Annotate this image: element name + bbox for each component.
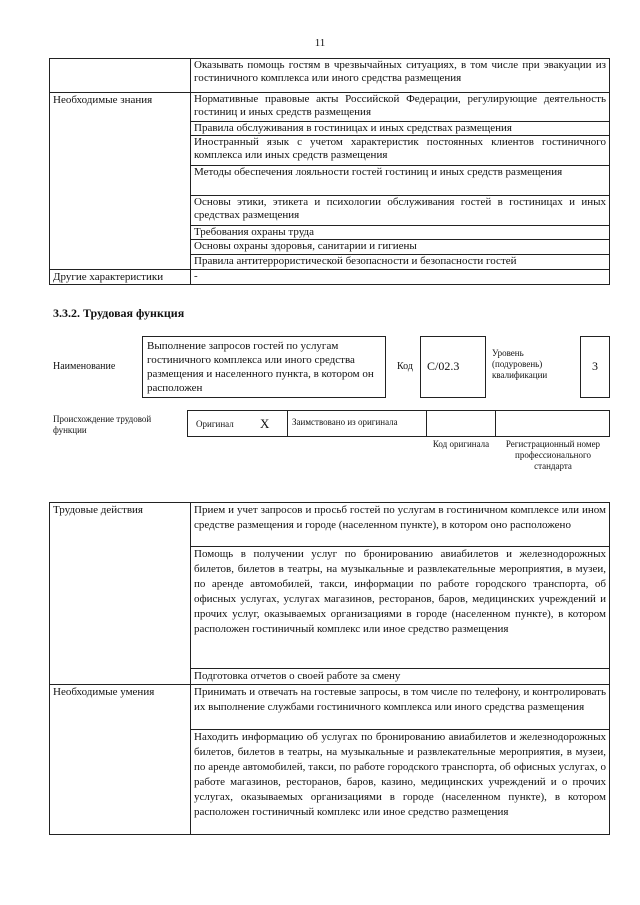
knowledge-table [49, 58, 610, 285]
row-text: Помощь в получении услуг по бронированию авиабилетов и железнодорожных билетов, билетов в театры, на музыкальные и развлекательные мероприятия, в музеи, по аренде автомобилей, такси, информации по работе городского транспорта, об офисных услугах, услугах магазинов, ресторанов, баров, медицинских учреждений и прочих услуг, оказываемых организациями в городе (населенном пункте), в котором расположен гостиничный комплекс или иное средство размещения [191, 547, 610, 669]
borrowed-cell [287, 410, 427, 437]
table-row [50, 685, 610, 730]
level-box [580, 336, 610, 398]
code-original-label: Код оригинала [432, 439, 490, 449]
function-name: Выполнение запросов гостей по услугам гостиничного комплекса или иного средства размещения и населенного пункта, в котором он расположен [147, 340, 374, 394]
table-row [50, 59, 610, 93]
actions-table [49, 502, 610, 835]
row-label: Необходимые умения [50, 685, 191, 835]
row-text: Основы охраны здоровья, санитарии и гигиены [191, 240, 610, 255]
row-text: Правила антитеррористической безопасности и безопасности гостей [191, 255, 610, 270]
row-label: Необходимые знания [50, 93, 191, 270]
reg-number-label: Регистрационный номер профессионального стандарта [505, 439, 601, 471]
row-text: Основы этики, этикета и психологии обслуживания гостей в гостиницах и иных средствах размещения [191, 196, 610, 226]
row-text: Иностранный язык с учетом характеристик постоянных клиентов гостиничного комплекса или иных средств размещения [191, 136, 610, 166]
name-label: Наименование [53, 361, 116, 372]
section-heading: 3.3.2. Трудовая функция [53, 306, 185, 320]
code-original-cell [426, 410, 496, 437]
borrowed-label: Заимствовано из оригинала [292, 417, 398, 427]
origin-label: Происхождение трудовой функции [53, 414, 152, 435]
row-text: Методы обеспечения лояльности гостей гостиниц и иных средств размещения [191, 166, 610, 196]
table-row [50, 503, 610, 547]
row-text: Находить информацию об услугах по бронированию авиабилетов и железнодорожных билетов, билетов в театры, на музыкальные и развлекательные мероприятия, в музеи, по аренде автомобилей, такси, по работе городского транспорта, об офисных услугах, о работе магазинов, ресторанов, баров, казино, медицинских учреждений и о прочих услугах, оказываемых организациями в городе (населенном пункте), в котором расположен гостиничный комплекс или иное средство размещения [191, 730, 610, 835]
level-label: Уровень (подуровень) квалификации [492, 348, 548, 380]
page-number: 11 [314, 37, 326, 49]
function-name-box [142, 336, 386, 398]
row-label: Другие характеристики [50, 270, 191, 285]
reg-number-cell [495, 410, 610, 437]
row-label: Трудовые действия [50, 503, 191, 685]
table-row [50, 270, 610, 285]
code-box [420, 336, 486, 398]
row-label [50, 59, 191, 93]
original-cell [187, 410, 288, 437]
row-text: Принимать и отвечать на гостевые запросы, в том числе по телефону, и контролировать их выполнение службами гостиничного комплекса или иного средства размещения [191, 685, 610, 730]
level-value: 3 [592, 359, 598, 373]
original-mark: X [260, 416, 270, 431]
table-row [50, 93, 610, 122]
row-text: Правила обслуживания в гостиницах и иных средствах размещения [191, 122, 610, 136]
original-label: Оригинал [196, 419, 234, 429]
row-text: - [191, 270, 610, 285]
row-text: Требования охраны труда [191, 226, 610, 240]
code-value: C/02.3 [427, 359, 460, 373]
row-text: Оказывать помощь гостям в чрезвычайных ситуациях, в том числе при эвакуации из гостиничного комплекса или иного средства размещения [191, 59, 610, 93]
row-text: Нормативные правовые акты Российской Федерации, регулирующие деятельность гостиниц и иных средств размещения [191, 93, 610, 122]
row-text: Прием и учет запросов и просьб гостей по услугам в гостиничном комплексе или ином средстве размещения и городе (населенном пункте), в котором оно расположено [191, 503, 610, 547]
code-label: Код [397, 361, 413, 372]
row-text: Подготовка отчетов о своей работе за смену [191, 669, 610, 685]
